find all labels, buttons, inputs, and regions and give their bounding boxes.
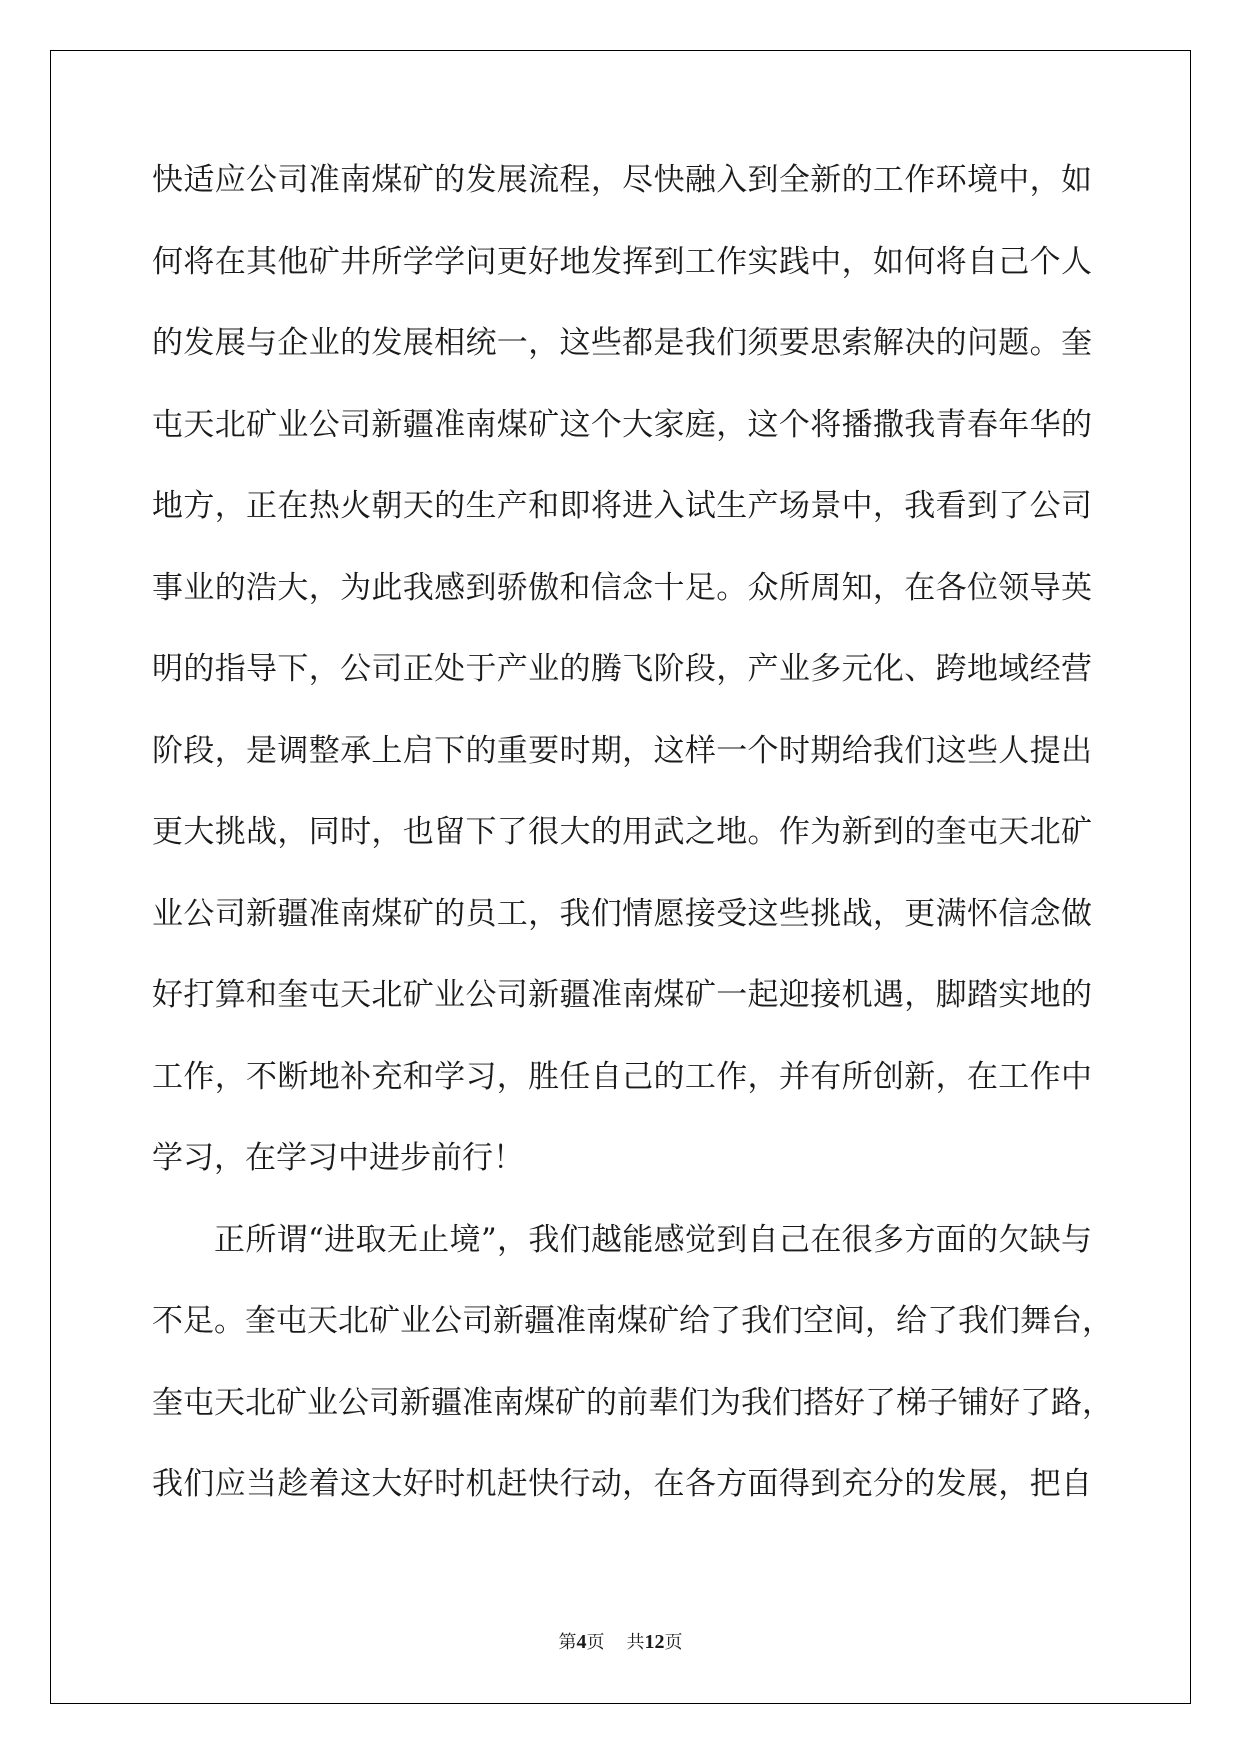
text-line: 我们应当趁着这大好时机赶快行动，在各方面得到充分的发展，把自 [152, 1466, 1092, 1502]
document-body [152, 160, 1113, 1546]
footer-total-suffix: 页 [664, 1632, 683, 1652]
text-line: 好打算和奎屯天北矿业公司新疆准南煤矿一起迎接机遇，脚踏实地的 [152, 977, 1092, 1013]
text-line: 阶段，是调整承上启下的重要时期，这样一个时期给我们这些人提出 [152, 732, 1092, 769]
footer-page-suffix: 页 [586, 1632, 605, 1652]
text-line: 屯天北矿业公司新疆准南煤矿这个大家庭，这个将播撒我青春年华的 [152, 406, 1092, 443]
footer-total-prefix: 共 [626, 1632, 645, 1652]
text-line: 快适应公司准南煤矿的发展流程，尽快融入到全新的工作环境中，如 [152, 162, 1092, 198]
text-line: 更大挑战，同时，也留下了很大的用武之地。作为新到的奎屯天北矿 [152, 814, 1092, 850]
page-footer [0, 1631, 1241, 1653]
text-line: 业公司新疆准南煤矿的员工，我们情愿接受这些挑战，更满怀信念做 [152, 895, 1092, 932]
text-line: 学习，在学习中进步前行！ [152, 1140, 524, 1176]
text-line: 不足。奎屯天北矿业公司新疆准南煤矿给了我们空间，给了我们舞台， [152, 1303, 1113, 1339]
text-line: 地方，正在热火朝天的生产和即将进入试生产场景中，我看到了公司 [152, 488, 1092, 524]
text-line: 明的指导下，公司正处于产业的腾飞阶段，产业多元化、跨地域经营 [152, 651, 1092, 687]
footer-page-prefix: 第 [558, 1632, 577, 1652]
footer-total-pages: 12 [644, 1631, 665, 1653]
text-line: 正所谓“进取无止境”，我们越能感觉到自己在很多方面的欠缺与 [214, 1221, 1092, 1258]
text-line: 的发展与企业的发展相统一，这些都是我们须要思索解决的问题。奎 [152, 325, 1092, 361]
text-line: 何将在其他矿井所学学问更好地发挥到工作实践中，如何将自己个人 [152, 243, 1092, 280]
text-line: 奎屯天北矿业公司新疆准南煤矿的前辈们为我们搭好了梯子铺好了路， [152, 1384, 1113, 1421]
text-line: 事业的浩大，为此我感到骄傲和信念十足。众所周知，在各位领导英 [152, 569, 1092, 606]
text-line: 工作，不断地补充和学习，胜任自己的工作，并有所创新，在工作中 [152, 1058, 1092, 1095]
footer-page-number: 4 [576, 1631, 587, 1653]
